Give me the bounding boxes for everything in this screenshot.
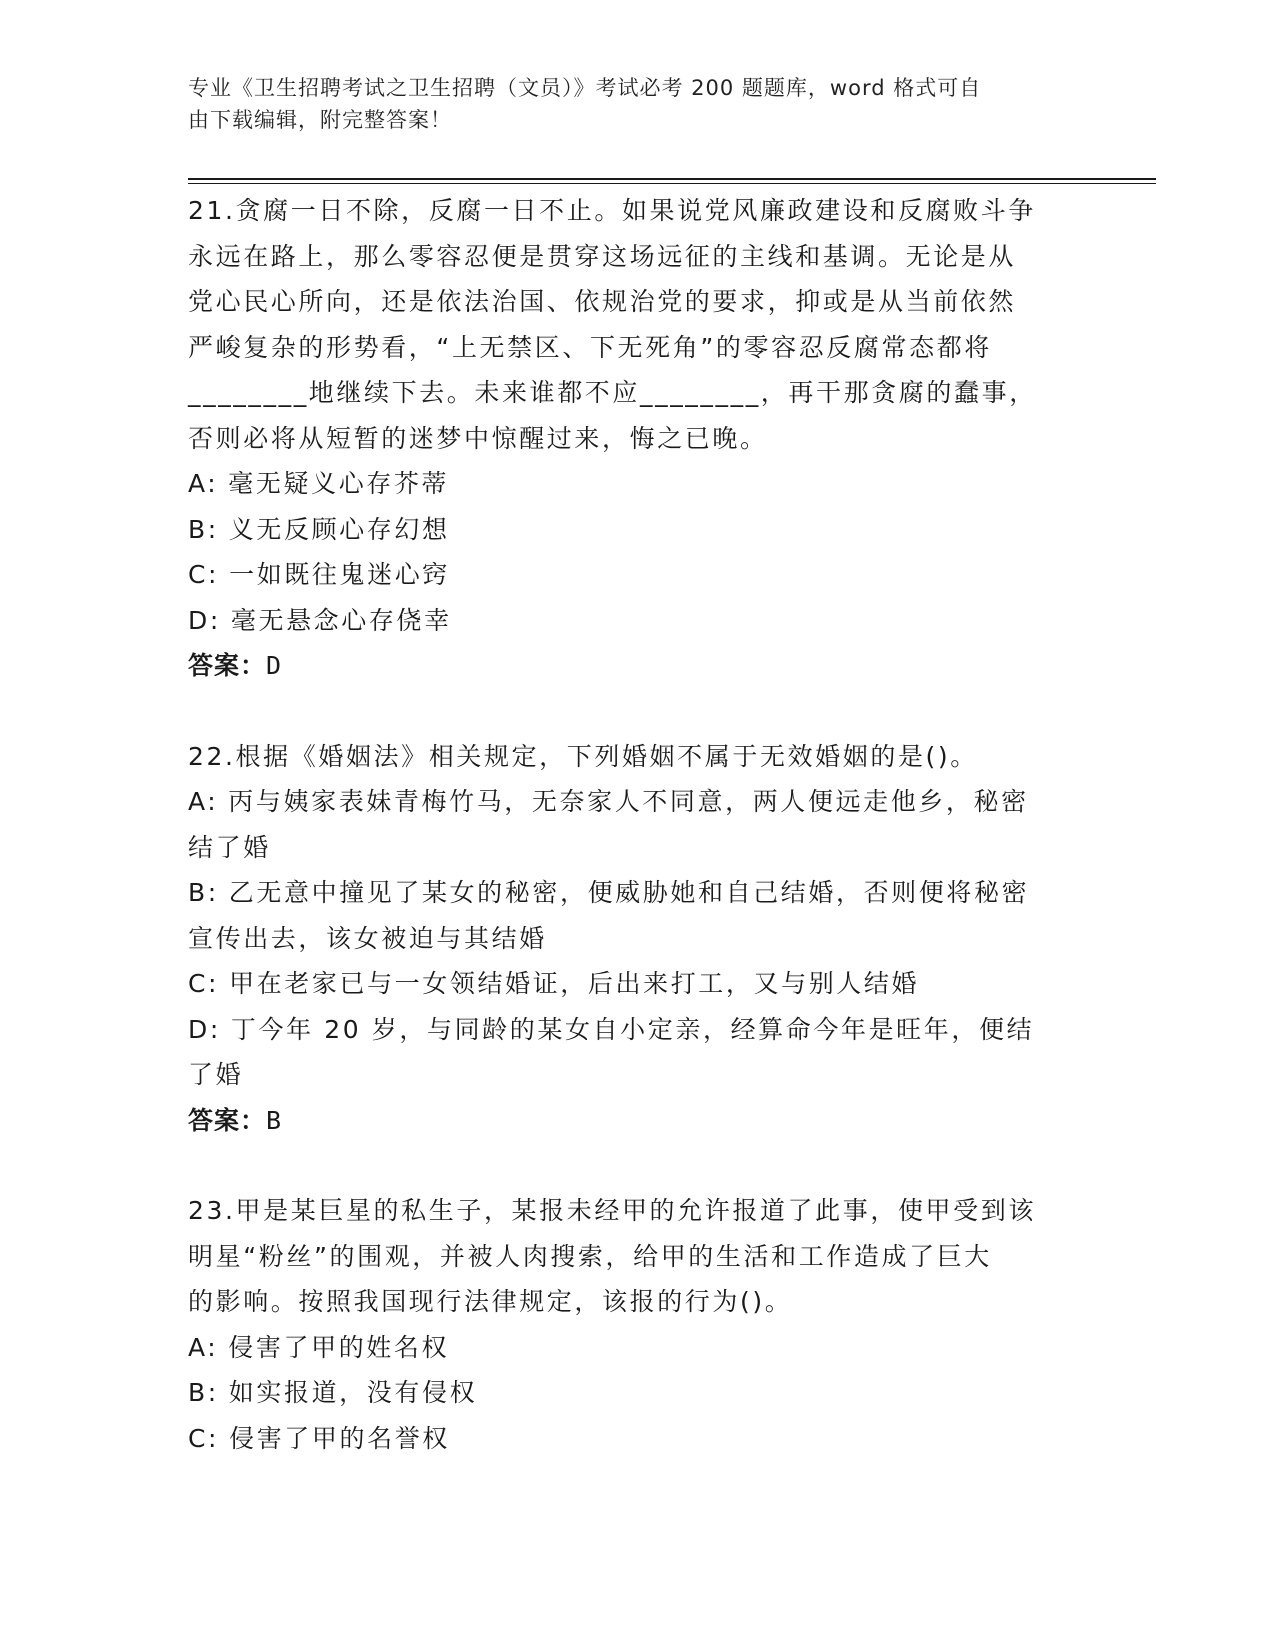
option-d	[188, 1007, 1088, 1053]
option-c	[188, 552, 1088, 598]
option-text: 侵害了甲的名誉权	[229, 1423, 450, 1453]
option-text: 如实报道，没有侵权	[228, 1378, 478, 1407]
spacer	[188, 689, 1088, 734]
option-d	[188, 598, 1088, 644]
answer-value: B	[266, 1105, 283, 1135]
option-key: B:	[188, 1378, 219, 1407]
option-b	[188, 870, 1088, 916]
option-c	[188, 961, 1088, 1007]
option-b-continued: 宣传出去，该女被迫与其结婚	[188, 923, 547, 953]
answer-label: 答案：	[188, 1105, 267, 1135]
option-key: A:	[188, 469, 219, 498]
option-a	[188, 461, 1088, 507]
header-divider-thin	[188, 183, 1156, 184]
option-text: 丁今年 20 岁，与同龄的某女自小定亲，经算命今年是旺年，便结	[230, 1014, 1035, 1044]
question-text-line: 23.甲是某巨星的私生子，某报未经甲的允许报道了此事，使甲受到该	[188, 1196, 1036, 1225]
question-text-line: 永远在路上，那么零容忍便是贯穿这场远征的主线和基调。无论是从	[188, 241, 1017, 271]
answer-value: D	[266, 651, 283, 680]
answer-label: 答案：	[188, 651, 267, 680]
question-text-line: 明星“粉丝”的围观，并被人肉搜索，给甲的生活和工作造成了巨大	[188, 1241, 992, 1271]
option-b	[188, 507, 1088, 553]
header-line-1: 专业《卫生招聘考试之卫生招聘（文员）》考试必考 200 题题库，word 格式可自	[188, 76, 982, 100]
question-text-line: 严峻复杂的形势看，“上无禁区、下无死角”的零容忍反腐常态都将	[188, 332, 992, 362]
document-header	[188, 72, 1068, 136]
option-text: 义无反顾心存幻想	[228, 514, 450, 544]
question-text-line: 22.根据《婚姻法》相关规定，下列婚姻不属于无效婚姻的是()。	[188, 741, 978, 771]
option-text: 侵害了甲的姓名权	[228, 1332, 450, 1362]
answer	[188, 643, 1088, 689]
option-text: 毫无疑义心存芥蒂	[228, 469, 450, 498]
header-divider-thick	[188, 178, 1156, 180]
option-d-continued: 了婚	[188, 1060, 244, 1089]
option-key: D:	[188, 1014, 221, 1044]
option-key: B:	[188, 878, 219, 907]
question-text-line: 的影响。按照我国现行法律规定，该报的行为()。	[188, 1287, 793, 1316]
question-text-line: 21.贪腐一日不除，反腐一日不止。如果说党风廉政建设和反腐败斗争	[188, 196, 1036, 225]
question-21	[188, 188, 1088, 689]
option-key: D:	[188, 605, 221, 635]
question-text-line: ________地继续下去。未来谁都不应________，再干那贪腐的蠢事，	[188, 378, 1037, 407]
option-key: C:	[188, 1423, 220, 1453]
option-text: 一如既往鬼迷心窍	[229, 560, 450, 589]
option-key: C:	[188, 560, 220, 589]
option-a	[188, 1325, 1088, 1371]
option-a-continued: 结了婚	[188, 832, 271, 862]
question-text-line: 否则必将从短暂的迷梦中惊醒过来，悔之已晚。	[188, 423, 768, 453]
answer	[188, 1098, 1088, 1144]
option-key: B:	[188, 514, 219, 544]
option-a	[188, 779, 1088, 825]
option-key: A:	[188, 787, 219, 816]
option-b	[188, 1370, 1088, 1416]
header-line-2: 由下载编辑，附完整答案！	[188, 108, 452, 132]
option-text: 甲在老家已与一女领结婚证，后出来打工，又与别人结婚	[229, 969, 920, 998]
option-text: 丙与姨家表妹青梅竹马，无奈家人不同意，两人便远走他乡，秘密	[228, 787, 1029, 816]
option-text: 毫无悬念心存侥幸	[230, 605, 452, 635]
option-text: 乙无意中撞见了某女的秘密，便威胁她和自己结婚，否则便将秘密	[228, 878, 1030, 907]
question-list	[188, 188, 1088, 1461]
question-text-line: 党心民心所向，还是依法治国、依规治党的要求，抑或是从当前依然	[188, 287, 1017, 316]
option-key: C:	[188, 969, 220, 998]
question-22	[188, 734, 1088, 1144]
option-key: A:	[188, 1332, 219, 1362]
question-23	[188, 1188, 1088, 1461]
option-c	[188, 1416, 1088, 1462]
spacer	[188, 1143, 1088, 1188]
